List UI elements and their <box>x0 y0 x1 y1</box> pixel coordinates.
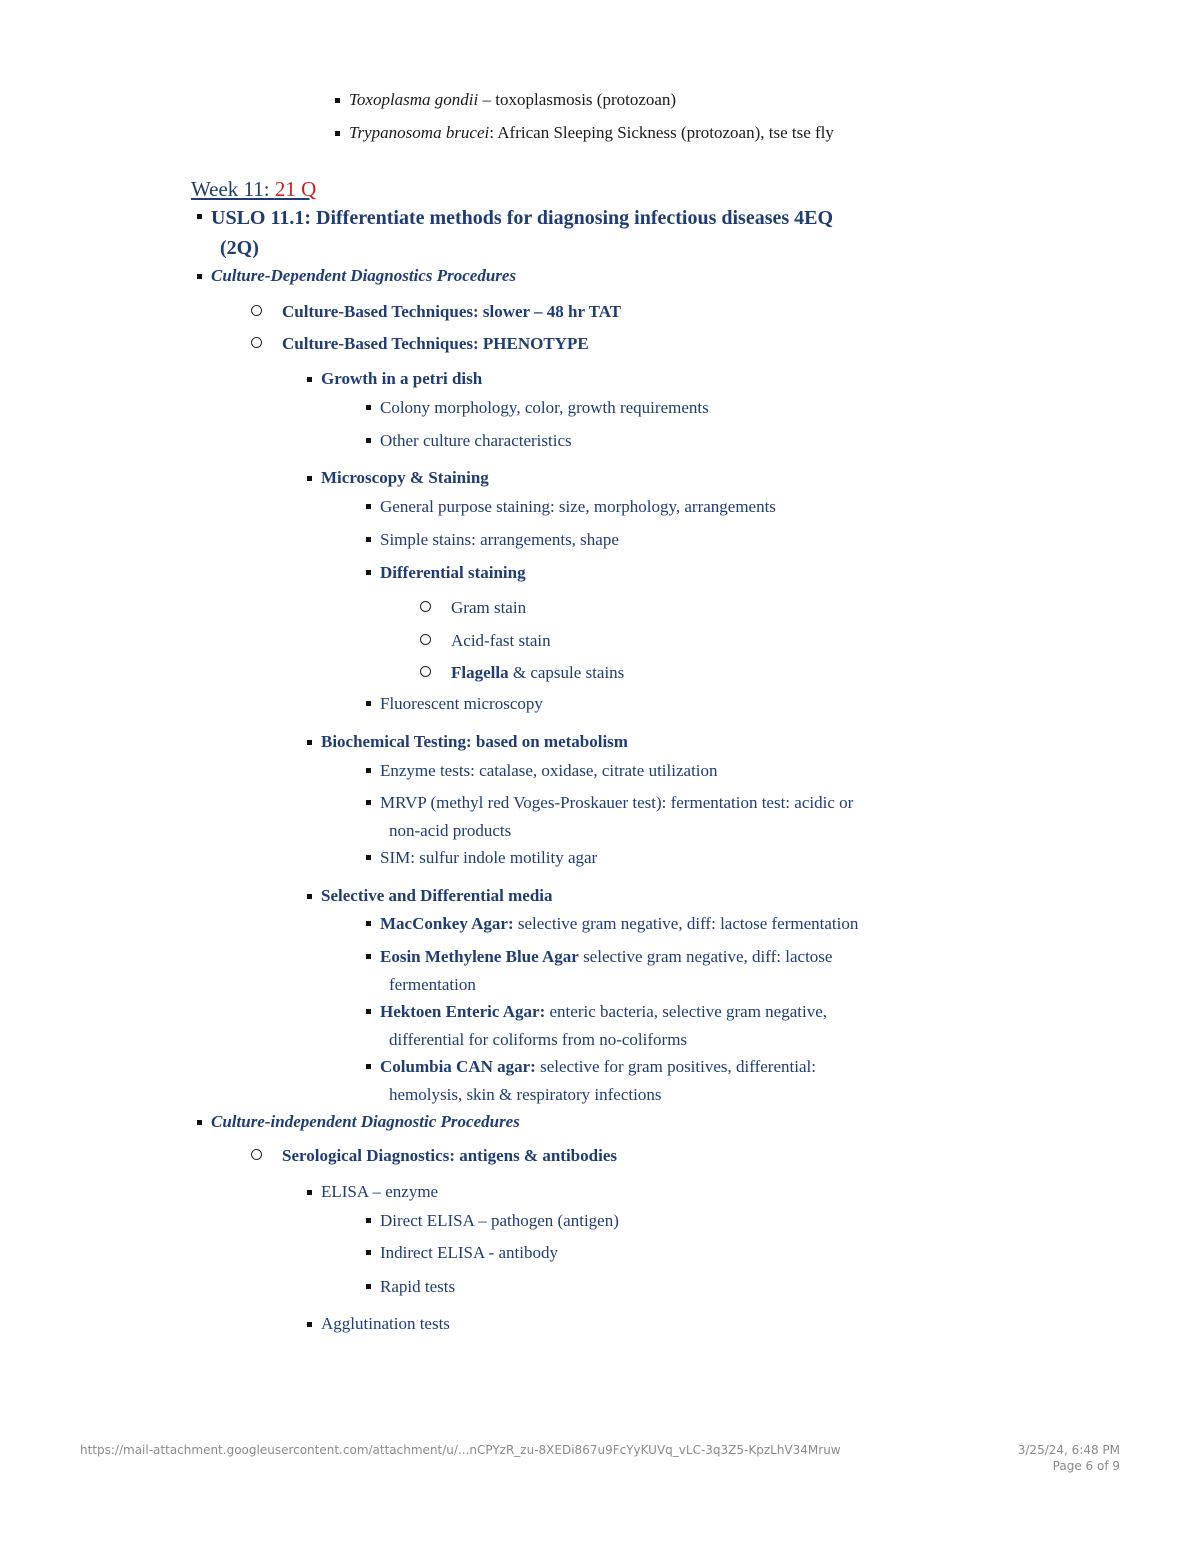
list-item: Columbia CAN agar: selective for gram positives, differential: <box>380 1057 816 1076</box>
subheading-biochemical: Biochemical Testing: based on metabolism <box>321 732 628 751</box>
list-item: Hektoen Enteric Agar: enteric bacteria, selective gram negative, <box>380 1002 828 1021</box>
list-item: Agglutination tests <box>321 1314 450 1333</box>
list-item: Gram stain <box>451 598 527 617</box>
list-item: MRVP (methyl red Voges-Proskauer test): fermentation test: acidic or <box>380 793 854 812</box>
organism-name: Toxoplasma gondii <box>349 90 479 109</box>
subheading-growth: Growth in a petri dish <box>321 369 483 388</box>
week-heading: Week 11: 21 Q <box>191 177 317 201</box>
list-item: Direct ELISA – pathogen (antigen) <box>380 1211 619 1230</box>
list-item: Other culture characteristics <box>380 431 572 450</box>
section-heading-culture-independent: Culture-independent Diagnostic Procedures <box>211 1112 520 1131</box>
subheading-media: Selective and Differential media <box>321 886 553 905</box>
footer-datetime: 3/25/24, 6:48 PM <box>1017 1443 1120 1457</box>
list-item: MacConkey Agar: selective gram negative, diff: lactose fermentation <box>380 914 859 933</box>
list-item: Differential staining <box>380 563 526 582</box>
list-item: Culture-Based Techniques: slower – 48 hr TAT <box>282 302 622 321</box>
list-item-cont: non-acid products <box>389 821 512 840</box>
list-item: Fluorescent microscopy <box>380 694 543 713</box>
list-item: General purpose staining: size, morphology, arrangements <box>380 497 776 516</box>
list-item-cont: fermentation <box>389 975 476 994</box>
uslo-objective-cont: (2Q) <box>220 237 259 259</box>
organism-name: Trypanosoma brucei <box>349 123 490 142</box>
list-item: Serological Diagnostics: antigens & antibodies <box>282 1146 617 1165</box>
list-item: Toxoplasma gondii – toxoplasmosis (protozoan) <box>349 90 677 109</box>
uslo-objective: USLO 11.1: Differentiate methods for diagnosing infectious diseases 4EQ <box>211 207 834 229</box>
footer-url: https://mail-attachment.googleusercontent.com/attachment/u/...nCPYzR_zu-8XEDi867u9FcYyKUVq_vLC-3q3Z5-KpzLhV34Mruw <box>80 1443 841 1457</box>
list-item: Eosin Methylene Blue Agar selective gram negative, diff: lactose <box>380 947 833 966</box>
list-item-cont: hemolysis, skin & respiratory infections <box>389 1085 662 1104</box>
list-item: Acid-fast stain <box>451 631 551 650</box>
list-item: Flagella & capsule stains <box>451 663 625 682</box>
list-item: Trypanosoma brucei: African Sleeping Sickness (protozoan), tse tse fly <box>349 123 834 142</box>
list-item: Culture-Based Techniques: PHENOTYPE <box>282 334 589 353</box>
list-item: Colony morphology, color, growth requirements <box>380 398 709 417</box>
section-heading-culture-dependent: Culture-Dependent Diagnostics Procedures <box>211 266 517 285</box>
list-item: Rapid tests <box>380 1277 456 1296</box>
list-item-cont: differential for coliforms from no-coliforms <box>389 1030 688 1049</box>
subheading-microscopy: Microscopy & Staining <box>321 468 489 487</box>
footer-page-number: Page 6 of 9 <box>1052 1459 1120 1473</box>
list-item: ELISA – enzyme <box>321 1182 439 1201</box>
list-item: Indirect ELISA - antibody <box>380 1243 558 1262</box>
question-count: 21 Q <box>274 177 317 201</box>
list-item: Enzyme tests: catalase, oxidase, citrate utilization <box>380 761 718 780</box>
list-item: SIM: sulfur indole motility agar <box>380 848 598 867</box>
list-item: Simple stains: arrangements, shape <box>380 530 619 549</box>
